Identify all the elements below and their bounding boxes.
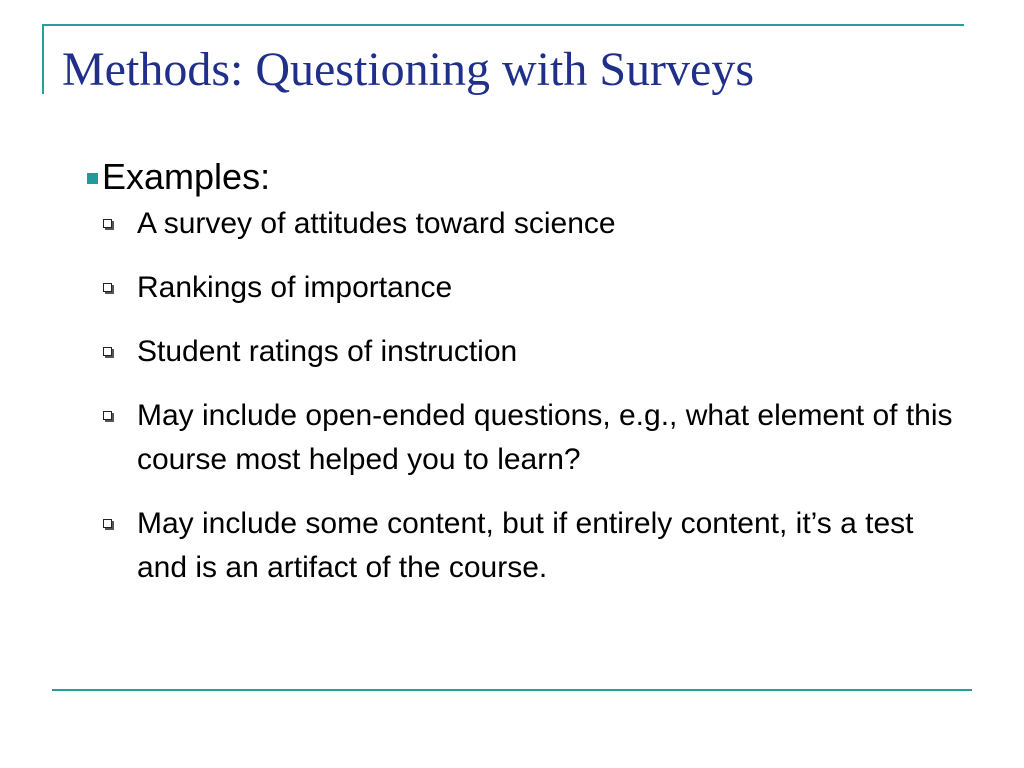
sub-bullet	[90, 266, 970, 310]
left-rule	[42, 24, 44, 94]
sub-bullet	[90, 502, 970, 590]
bullet-examples	[90, 150, 970, 204]
sub-bullet-text: A survey of attitudes toward science	[137, 207, 616, 240]
hollow-square-bullet-icon	[103, 411, 112, 420]
sub-bullet-text: Student ratings of instruction	[137, 335, 518, 368]
bottom-rule	[52, 689, 972, 691]
hollow-square-bullet-icon	[103, 519, 112, 528]
sub-bullet-text: May include open-ended questions, e.g., what element of this course most helped you to learn?	[137, 399, 953, 476]
hollow-square-bullet-icon	[103, 283, 112, 292]
top-rule	[42, 24, 964, 26]
slide-title: Methods: Questioning with Surveys	[62, 43, 754, 96]
hollow-square-bullet-icon	[103, 219, 112, 228]
sub-bullet	[90, 394, 970, 482]
sub-bullet-text: May include some content, but if entirely content, it’s a test and is an artifact of the course.	[137, 507, 914, 584]
bullet-label: Examples:	[102, 156, 271, 197]
sub-bullet-text: Rankings of importance	[137, 271, 453, 304]
filled-square-bullet-icon	[87, 173, 98, 184]
bullet-list	[90, 150, 970, 610]
hollow-square-bullet-icon	[103, 347, 112, 356]
sub-bullet	[90, 330, 970, 374]
sub-bullet	[90, 202, 970, 246]
